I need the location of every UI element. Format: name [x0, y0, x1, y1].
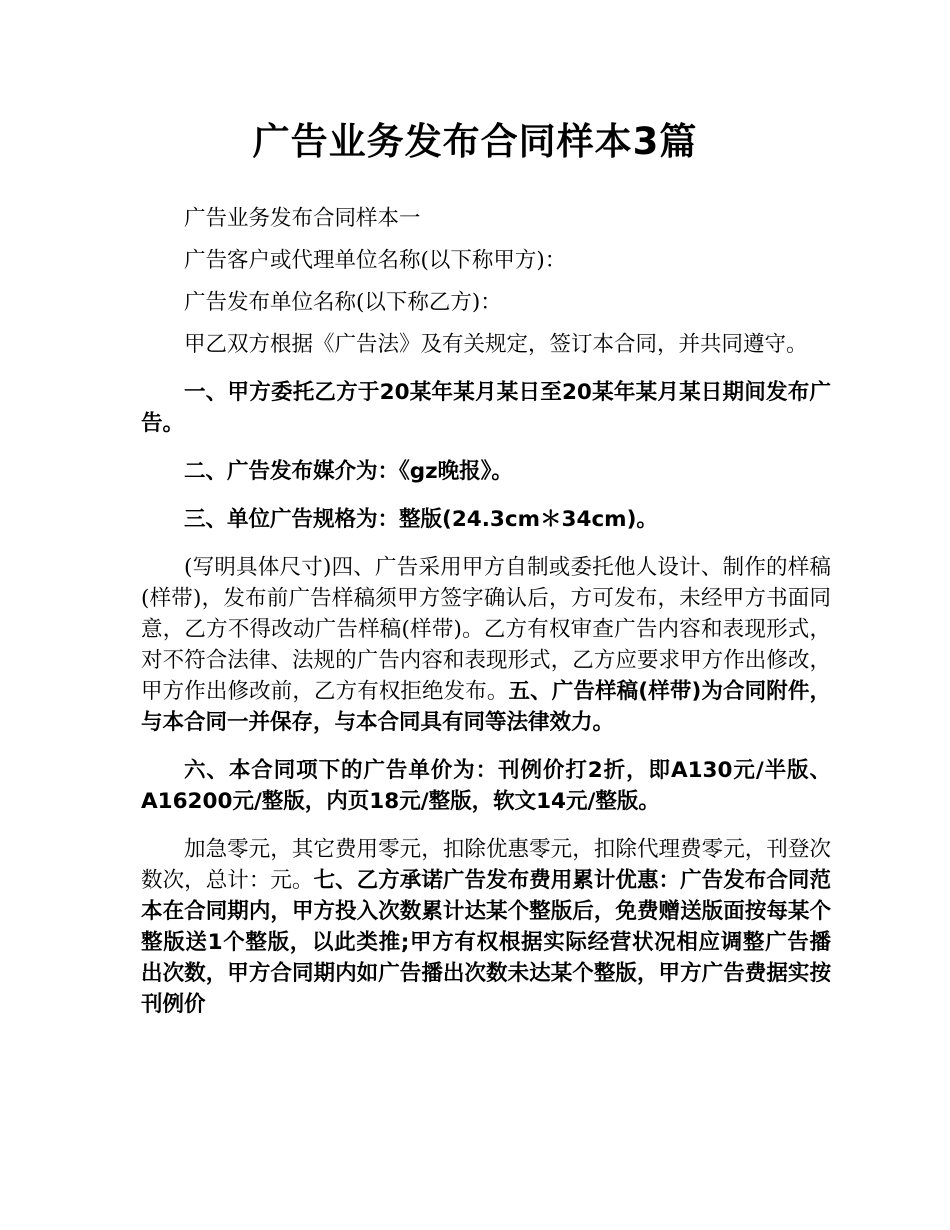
clause-4-text: (写明具体尺寸)四、广告采用甲方自制或委托他人设计、制作的样稿(样带)，发布前广告样稿须甲方签字确认后，方可发布，未经甲方书面同意，乙方不得改动广告样稿(样带)。乙方有权审查广告内容和表现形式，对不符合法律、法规的广告内容和表现形式，乙方应要求甲方作出修改，甲方作出修改前，乙方有权拒绝发布。 [141, 555, 831, 704]
clause-2: 二、广告发布媒介为：《gz晚报》。 [184, 459, 513, 484]
document-title: 广告业务发布合同样本3篇 [252, 120, 698, 163]
paragraph-party-b: 广告发布单位名称(以下称乙方)： [184, 290, 502, 315]
paragraph-sample-heading: 广告业务发布合同样本一 [184, 206, 421, 231]
document-body [141, 203, 831, 1037]
clause-3: 三、单位广告规格为：整版(24.3cm＊34cm)。 [184, 507, 658, 532]
paragraph-party-a: 广告客户或代理单位名称(以下称甲方)： [184, 248, 567, 273]
clause-4-5 [141, 552, 831, 738]
clause-6: 六、本合同项下的广告单价为：刊例价打2折，即A130元/半版、A16200元/整版，内页18元/整版，软文14元/整版。 [141, 758, 831, 814]
clause-fees-7 [141, 834, 831, 1020]
clause-7-text: 七、乙方承诺广告发布费用累计优惠：广告发布合同范本在合同期内，甲方投入次数累计达某个整版后，免费赠送版面按每某个整版送1个整版，以此类推;甲方有权根据实际经营状况相应调整广告播出次数，甲方合同期内如广告播出次数未达某个整版，甲方广告费据实按刊例价 [141, 868, 831, 1017]
paragraph-preamble: 甲乙双方根据《广告法》及有关规定，签订本合同，并共同遵守。 [184, 332, 808, 357]
clause-1: 一、甲方委托乙方于20某年某月某日至20某年某月某日期间发布广告。 [141, 380, 831, 436]
clause-5-text: 五、广告样稿(样带)为合同附件，与本合同一并保存，与本合同具有同等法律效力。 [141, 679, 831, 735]
fees-text: 加急零元，其它费用零元，扣除优惠零元，扣除代理费零元，刊登次数次，总计：元。 [141, 837, 831, 893]
